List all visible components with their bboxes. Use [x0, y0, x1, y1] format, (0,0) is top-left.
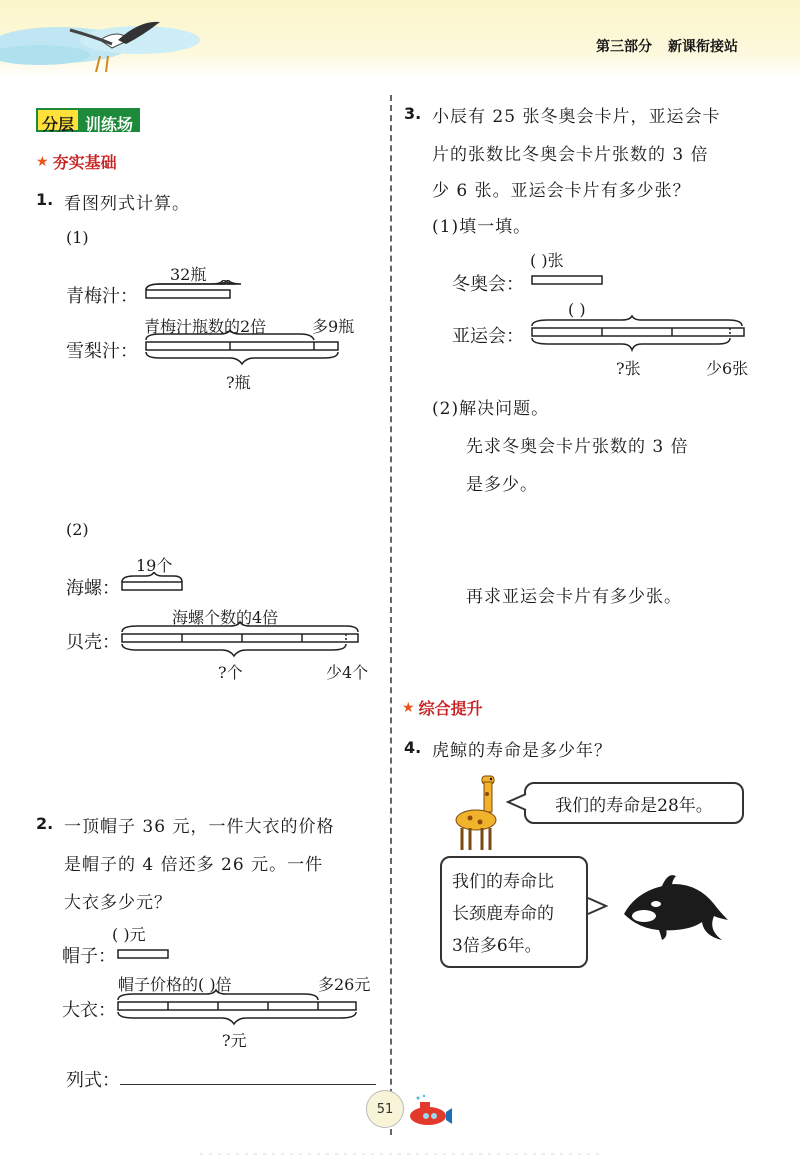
- q1-part2: (2): [66, 520, 89, 539]
- section-tag-b: 训练场: [78, 108, 140, 132]
- d2-question: ?个: [218, 663, 243, 682]
- q2-line2: 是帽子的 4 倍还多 26 元。一件: [64, 855, 324, 875]
- d2-less: 少4个: [326, 663, 369, 682]
- star-icon: ★: [402, 699, 415, 716]
- d1-brace-bottom: [146, 352, 338, 364]
- q3-sub1: (1)填一填。: [432, 217, 532, 237]
- subhead-basic: [36, 150, 117, 173]
- q3-label-a: 冬奥会：: [452, 274, 524, 295]
- giraffe-bubble-tail: [506, 790, 528, 814]
- d2-bar-b: [122, 634, 358, 642]
- header-part: 第三部分: [596, 39, 652, 55]
- d2-bar-a: [122, 582, 182, 590]
- q2-line3: 大衣多少元？: [64, 893, 172, 913]
- star-icon: ★: [36, 153, 49, 170]
- d1-label-a: 青梅汁：: [66, 286, 138, 307]
- q3-bar-b: [532, 328, 744, 336]
- q3-line2: 片的张数比冬奥会卡片张数的 3 倍: [432, 145, 709, 165]
- q1-text: 看图列式计算。: [64, 194, 190, 214]
- header-column: 新课衔接站: [668, 39, 738, 55]
- d1-bar-b: [146, 342, 338, 350]
- q2-formula-label: 列式：: [66, 1070, 120, 1091]
- d1-segments: [140, 280, 350, 375]
- q3-step1-line1: 先求冬奥会卡片张数的 3 倍: [466, 437, 689, 457]
- q3-paren-b: ( ): [568, 300, 586, 319]
- d1-label-b: 雪梨汁：: [66, 341, 138, 362]
- q2-brace-bottom: [118, 1012, 356, 1024]
- subhead-basic-label: 夯实基础: [52, 153, 117, 172]
- giraffe-speech-bubble: [524, 782, 744, 824]
- column-divider: [390, 95, 392, 1135]
- orca-bubble-tail: [586, 894, 608, 918]
- q3-step1-line2: 是多少。: [466, 475, 538, 495]
- submarine-icon: [400, 1094, 454, 1128]
- q2-question: ?元: [222, 1031, 247, 1050]
- d2-brace-mid: [122, 622, 358, 632]
- q3-sub2: (2)解决问题。: [432, 399, 550, 419]
- page-number-badge: [366, 1090, 456, 1130]
- d2-brace-top: [122, 572, 182, 582]
- giraffe-speech-text: 我们的寿命是28年。: [555, 795, 713, 816]
- d2-label-b: 贝壳：: [66, 632, 120, 653]
- subhead-advanced-label: 综合提升: [418, 699, 483, 718]
- d2-label-a: 海螺：: [66, 578, 120, 599]
- q3-bar-a: [532, 276, 602, 284]
- d1-question: ?瓶: [226, 373, 251, 392]
- q2-hat-paren: ( )元: [112, 925, 146, 944]
- q3-line1: 小辰有 25 张冬奥会卡片，亚运会卡: [432, 107, 721, 127]
- d1-brace-mid: [146, 330, 314, 340]
- orca-speech-line3: 3倍多6年。: [452, 936, 542, 956]
- q4-number: 4.: [404, 738, 422, 757]
- q2-bar-b: [118, 1002, 356, 1010]
- q1-part1: (1): [66, 228, 89, 247]
- q3-label-b: 亚运会：: [452, 326, 524, 347]
- page-number: 51: [366, 1090, 404, 1128]
- q2-number: 2.: [36, 814, 54, 833]
- section-tag: [36, 108, 140, 132]
- q2-formula-input[interactable]: [120, 1084, 376, 1085]
- q3-less: 少6张: [706, 359, 749, 378]
- d1-relation: 青梅汁瓶数的2倍: [144, 317, 267, 336]
- header-illustration: [0, 0, 250, 90]
- q2-extra: 多26元: [318, 975, 371, 994]
- q2-label-a: 帽子：: [62, 946, 116, 967]
- orca-icon: [618, 874, 730, 944]
- q1-number: 1.: [36, 190, 54, 209]
- q3-line3: 少 6 张。亚运会卡片有多少张？: [432, 181, 691, 201]
- q3-brace-bottom: [532, 338, 730, 350]
- q2-bar-a: [118, 950, 168, 958]
- q2-line1: 一顶帽子 36 元，一件大衣的价格: [64, 817, 335, 837]
- giraffe-icon: [448, 772, 508, 854]
- q3-segments: [528, 268, 748, 358]
- section-tag-a: 分层: [36, 108, 78, 132]
- q3-question: ?张: [616, 359, 641, 378]
- q3-paren-a: ( )张: [530, 251, 564, 270]
- subhead-advanced: [402, 696, 483, 719]
- q3-number: 3.: [404, 104, 422, 123]
- q4-text: 虎鲸的寿命是多少年？: [432, 741, 612, 761]
- q2-segments: [114, 940, 384, 1030]
- q3-step2: 再求亚运会卡片有多少张。: [466, 587, 682, 607]
- d2-segments: [118, 572, 368, 662]
- d1-extra: 多9瓶: [312, 317, 355, 336]
- q2-relation: 帽子价格的( )倍: [118, 975, 232, 994]
- d1-top-amount: 32瓶: [170, 265, 207, 284]
- orca-speech-bubble: [440, 856, 588, 968]
- orca-speech-line1: 我们的寿命比: [452, 872, 554, 892]
- q3-brace-mid: [532, 316, 742, 326]
- orca-speech-line2: 长颈鹿寿命的: [452, 904, 554, 924]
- d1-bar-a: [146, 290, 230, 298]
- d2-top-amount: 19个: [136, 556, 173, 575]
- q2-brace-mid: [118, 990, 318, 1000]
- footer-decoration: [200, 1140, 600, 1162]
- d2-brace-bottom: [122, 644, 346, 656]
- d2-relation: 海螺个数的4倍: [172, 608, 279, 627]
- q2-label-b: 大衣：: [62, 1000, 116, 1021]
